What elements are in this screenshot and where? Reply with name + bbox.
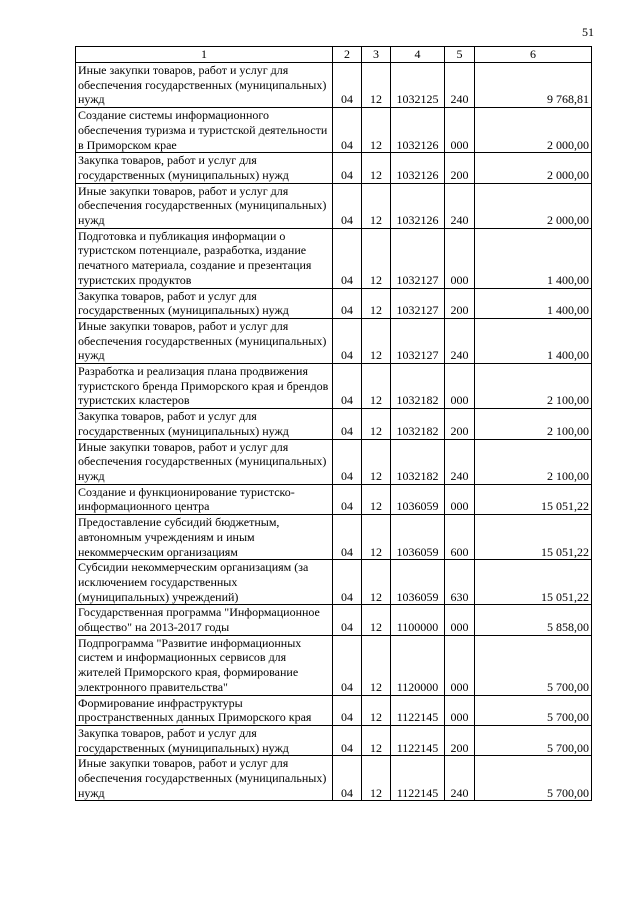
column-header: 2 [333,47,362,63]
amount-cell: 9 768,81 [475,63,592,108]
amount-cell: 5 700,00 [475,756,592,801]
target-article-cell: 1032182 [391,364,445,409]
amount-cell: 15 051,22 [475,515,592,560]
target-article-cell: 1032182 [391,439,445,484]
target-article-cell: 1032182 [391,409,445,439]
expense-type-cell: 200 [445,725,475,755]
amount-cell: 2 000,00 [475,183,592,228]
amount-cell: 5 700,00 [475,725,592,755]
expense-type-cell: 000 [445,605,475,635]
subsection-cell: 12 [362,63,391,108]
subsection-cell: 12 [362,108,391,153]
row-name-cell: Формирование инфраструктуры пространственных данных Приморского края [76,695,333,725]
column-header: 3 [362,47,391,63]
target-article-cell: 1036059 [391,560,445,605]
amount-cell: 1 400,00 [475,288,592,318]
row-name-cell: Создание системы информационного обеспечения туризма и туристской деятельности в Приморском крае [76,108,333,153]
amount-cell: 15 051,22 [475,484,592,514]
row-name-cell: Подготовка и публикация информации о туристском потенциале, разработка, издание печатного материала, создание и презентация туристских продуктов [76,228,333,288]
amount-cell: 5 858,00 [475,605,592,635]
subsection-cell: 12 [362,695,391,725]
expense-type-cell: 630 [445,560,475,605]
expense-type-cell: 000 [445,484,475,514]
section-cell: 04 [333,439,362,484]
subsection-cell: 12 [362,515,391,560]
expense-type-cell: 240 [445,63,475,108]
subsection-cell: 12 [362,183,391,228]
row-name-cell: Иные закупки товаров, работ и услуг для обеспечения государственных (муниципальных) нужд [76,439,333,484]
target-article-cell: 1032127 [391,318,445,363]
section-cell: 04 [333,318,362,363]
section-cell: 04 [333,635,362,695]
target-article-cell: 1036059 [391,484,445,514]
subsection-cell: 12 [362,409,391,439]
subsection-cell: 12 [362,725,391,755]
target-article-cell: 1032127 [391,288,445,318]
amount-cell: 1 400,00 [475,318,592,363]
table-row [76,756,592,801]
table-row [76,153,592,183]
section-cell: 04 [333,63,362,108]
section-cell: 04 [333,484,362,514]
row-name-cell: Закупка товаров, работ и услуг для государственных (муниципальных) нужд [76,153,333,183]
subsection-cell: 12 [362,364,391,409]
target-article-cell: 1032125 [391,63,445,108]
section-cell: 04 [333,560,362,605]
column-header: 5 [445,47,475,63]
subsection-cell: 12 [362,484,391,514]
budget-table [75,46,592,801]
subsection-cell: 12 [362,635,391,695]
target-article-cell: 1122145 [391,725,445,755]
target-article-cell: 1032126 [391,183,445,228]
section-cell: 04 [333,108,362,153]
expense-type-cell: 240 [445,439,475,484]
table-row [76,635,592,695]
section-cell: 04 [333,605,362,635]
table-row [76,695,592,725]
subsection-cell: 12 [362,439,391,484]
amount-cell: 15 051,22 [475,560,592,605]
amount-cell: 5 700,00 [475,635,592,695]
section-cell: 04 [333,153,362,183]
section-cell: 04 [333,288,362,318]
target-article-cell: 1032126 [391,153,445,183]
amount-cell: 2 100,00 [475,364,592,409]
table-row [76,288,592,318]
row-name-cell: Государственная программа "Информационное общество" на 2013-2017 годы [76,605,333,635]
table-row [76,108,592,153]
section-cell: 04 [333,725,362,755]
expense-type-cell: 000 [445,364,475,409]
section-cell: 04 [333,183,362,228]
row-name-cell: Подпрограмма "Развитие информационных систем и информационных сервисов для жителей Приморского края, формирование электронного правительства" [76,635,333,695]
subsection-cell: 12 [362,605,391,635]
column-header: 4 [391,47,445,63]
expense-type-cell: 000 [445,635,475,695]
expense-type-cell: 240 [445,756,475,801]
target-article-cell: 1122145 [391,756,445,801]
table-row [76,439,592,484]
table-row [76,228,592,288]
table-row [76,725,592,755]
target-article-cell: 1032127 [391,228,445,288]
target-article-cell: 1100000 [391,605,445,635]
table-row [76,63,592,108]
column-header: 1 [76,47,333,63]
subsection-cell: 12 [362,153,391,183]
row-name-cell: Закупка товаров, работ и услуг для государственных (муниципальных) нужд [76,725,333,755]
expense-type-cell: 000 [445,228,475,288]
amount-cell: 2 000,00 [475,108,592,153]
row-name-cell: Иные закупки товаров, работ и услуг для обеспечения государственных (муниципальных) нужд [76,183,333,228]
table-row [76,605,592,635]
table-row [76,364,592,409]
amount-cell: 1 400,00 [475,228,592,288]
row-name-cell: Иные закупки товаров, работ и услуг для обеспечения государственных (муниципальных) нужд [76,756,333,801]
expense-type-cell: 600 [445,515,475,560]
section-cell: 04 [333,756,362,801]
row-name-cell: Закупка товаров, работ и услуг для государственных (муниципальных) нужд [76,288,333,318]
table-row [76,560,592,605]
target-article-cell: 1120000 [391,635,445,695]
section-cell: 04 [333,409,362,439]
expense-type-cell: 000 [445,108,475,153]
row-name-cell: Иные закупки товаров, работ и услуг для обеспечения государственных (муниципальных) нужд [76,63,333,108]
section-cell: 04 [333,695,362,725]
page-number: 51 [582,25,594,39]
amount-cell: 2 100,00 [475,409,592,439]
row-name-cell: Закупка товаров, работ и услуг для государственных (муниципальных) нужд [76,409,333,439]
target-article-cell: 1032126 [391,108,445,153]
expense-type-cell: 200 [445,288,475,318]
table-row [76,515,592,560]
expense-type-cell: 200 [445,153,475,183]
subsection-cell: 12 [362,318,391,363]
section-cell: 04 [333,364,362,409]
subsection-cell: 12 [362,228,391,288]
subsection-cell: 12 [362,288,391,318]
row-name-cell: Разработка и реализация плана продвижения туристского бренда Приморского края и брендов туристских кластеров [76,364,333,409]
section-cell: 04 [333,515,362,560]
expense-type-cell: 240 [445,183,475,228]
target-article-cell: 1122145 [391,695,445,725]
expense-type-cell: 200 [445,409,475,439]
target-article-cell: 1036059 [391,515,445,560]
amount-cell: 2 100,00 [475,439,592,484]
expense-type-cell: 000 [445,695,475,725]
table-header-row [76,47,592,63]
table-row [76,183,592,228]
row-name-cell: Субсидии некоммерческим организациям (за исключением государственных (муниципальных) учреждений) [76,560,333,605]
column-header: 6 [475,47,592,63]
table-row [76,409,592,439]
row-name-cell: Создание и функционирование туристско-информационного центра [76,484,333,514]
section-cell: 04 [333,228,362,288]
subsection-cell: 12 [362,560,391,605]
table-row [76,318,592,363]
table-row [76,484,592,514]
amount-cell: 5 700,00 [475,695,592,725]
row-name-cell: Предоставление субсидий бюджетным, автономным учреждениям и иным некоммерческим организациям [76,515,333,560]
subsection-cell: 12 [362,756,391,801]
amount-cell: 2 000,00 [475,153,592,183]
row-name-cell: Иные закупки товаров, работ и услуг для обеспечения государственных (муниципальных) нужд [76,318,333,363]
expense-type-cell: 240 [445,318,475,363]
